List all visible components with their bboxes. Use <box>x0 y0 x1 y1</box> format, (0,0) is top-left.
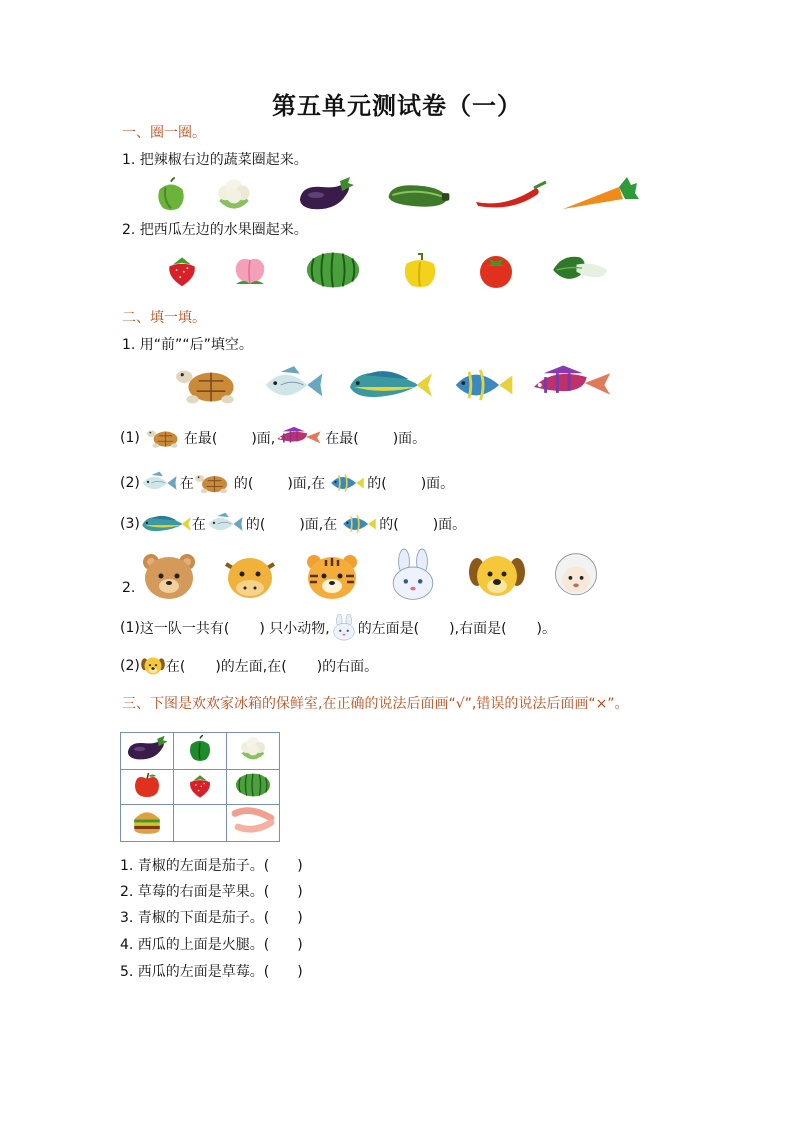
green-pepper-icon <box>185 734 215 764</box>
fridge-cell <box>121 770 174 805</box>
silver-fish-icon <box>140 470 180 496</box>
bear-icon[interactable] <box>138 550 200 602</box>
fridge-cell <box>121 733 174 770</box>
section1-q2-items <box>164 250 614 290</box>
tomato-icon[interactable] <box>476 250 516 290</box>
angelfish-icon[interactable] <box>452 362 518 408</box>
mahi-fish-icon <box>140 511 192 537</box>
section2-q2: 2. <box>122 580 136 596</box>
rabbit-icon[interactable] <box>386 548 440 604</box>
red-fish-icon <box>275 425 325 451</box>
fridge-grid <box>120 732 280 842</box>
turtle-icon[interactable] <box>174 362 246 408</box>
bell-pepper-icon[interactable] <box>152 176 190 214</box>
mahi-fish-icon[interactable] <box>346 363 434 407</box>
bok-choy-icon[interactable] <box>548 252 614 288</box>
section2-q2-items <box>138 548 604 604</box>
strawberry-icon[interactable] <box>164 251 200 289</box>
fridge-cell <box>227 805 280 842</box>
fridge-cell <box>174 770 227 805</box>
cow-icon[interactable] <box>220 550 280 602</box>
red-fish-icon[interactable] <box>530 362 618 408</box>
carrot-icon[interactable] <box>558 175 640 215</box>
peach-icon[interactable] <box>230 250 270 290</box>
eggplant-icon[interactable] <box>294 175 358 215</box>
tiger-icon[interactable] <box>302 550 362 602</box>
section1-q2: 2. 把西瓜左边的水果圈起来。 <box>122 222 308 238</box>
fill-line-1: (1) 在最( )面, 在最( )面。 <box>120 425 426 451</box>
fridge-cell <box>121 805 174 842</box>
fill-line-3: (3) 在 的( )面,在 的( )面。 <box>120 511 466 537</box>
section3-heading: 三、下图是欢欢家冰箱的保鲜室,在正确的说法后面画“√”,错误的说法后面画“×”。 <box>122 696 629 712</box>
section2-heading: 二、填一填。 <box>122 310 206 326</box>
fill-line-5: (2) 在( )的左面,在( )的右面。 <box>120 655 378 677</box>
cauliflower-icon[interactable] <box>212 174 256 216</box>
fridge-cell <box>174 805 227 842</box>
angelfish-icon <box>329 470 367 496</box>
sausage-icon <box>229 806 277 836</box>
apple-icon <box>132 770 162 800</box>
section2-q1-items <box>174 362 618 408</box>
fridge-cell <box>227 733 280 770</box>
section1-heading: 一、圈一圈。 <box>122 125 206 141</box>
fridge-row <box>121 805 280 842</box>
fill-line-2: (2) 在 的( )面,在 的( )面。 <box>120 470 454 496</box>
strawberry-icon <box>186 770 214 800</box>
turtle-icon <box>194 470 234 496</box>
fill-line-4: (1) 这一队一共有( ) 只小动物, 的左面是( ),右面是( )。 <box>120 614 556 642</box>
statement-2[interactable]: 2. 草莓的右面是苹果。( ) <box>120 884 303 900</box>
statement-3[interactable]: 3. 青椒的下面是茄子。( ) <box>120 910 303 926</box>
dog-icon <box>140 655 166 677</box>
hamburger-icon <box>131 805 163 837</box>
fridge-cell <box>174 733 227 770</box>
section1-q1: 1. 把辣椒右边的蔬菜圈起来。 <box>122 152 308 168</box>
rabbit-icon <box>330 614 358 642</box>
silver-fish-icon[interactable] <box>262 362 328 408</box>
section1-q1-items <box>152 174 640 216</box>
dog-icon[interactable] <box>466 550 528 602</box>
statement-4[interactable]: 4. 西瓜的上面是火腿。( ) <box>120 937 303 953</box>
statement-5[interactable]: 5. 西瓜的左面是草莓。( ) <box>120 964 303 980</box>
yellow-pepper-icon[interactable] <box>400 250 440 290</box>
eggplant-icon <box>125 734 169 764</box>
angelfish-icon <box>341 511 379 537</box>
fridge-row <box>121 733 280 770</box>
turtle-icon <box>146 425 184 451</box>
watermelon-icon <box>234 771 272 799</box>
sheep-icon[interactable] <box>548 551 604 601</box>
zucchini-icon[interactable] <box>382 176 454 214</box>
watermelon-icon[interactable] <box>304 250 362 290</box>
silver-fish-icon <box>206 511 246 537</box>
section2-q1: 1. 用“前”“后”填空。 <box>122 337 253 353</box>
fridge-cell <box>227 770 280 805</box>
statement-1[interactable]: 1. 青椒的左面是茄子。( ) <box>120 858 303 874</box>
chili-icon[interactable] <box>470 180 550 210</box>
fridge-row <box>121 770 280 805</box>
cauliflower-icon <box>236 733 270 765</box>
page-title: 第五单元测试卷（一） <box>272 91 522 120</box>
